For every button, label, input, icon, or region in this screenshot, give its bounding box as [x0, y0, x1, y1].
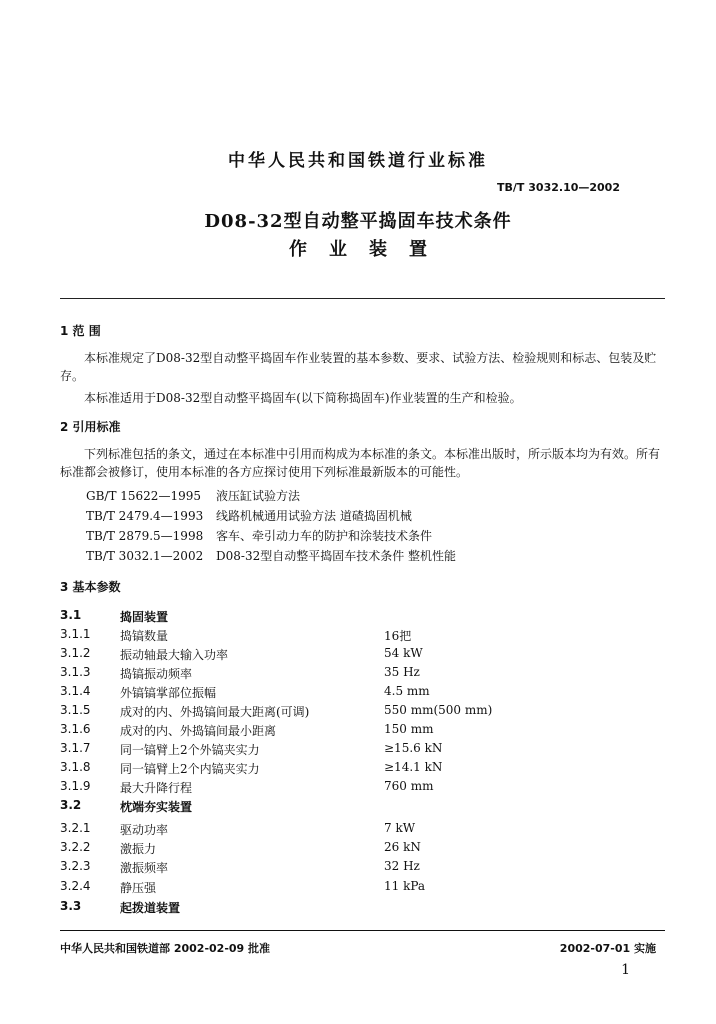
- param-value: 150 mm: [384, 722, 434, 736]
- param-label: 同一镐臂上2个外镐夹实力: [120, 743, 260, 757]
- param-row: [60, 684, 665, 702]
- reference-title: D08-32型自动整平捣固车技术条件 整机性能: [216, 549, 457, 563]
- param-value: ≥15.6 kN: [384, 741, 443, 755]
- param-label: 驱动功率: [120, 823, 169, 837]
- param-label: 激振频率: [120, 861, 169, 875]
- param-row: [60, 899, 665, 917]
- param-number: 3.1.5: [60, 703, 91, 717]
- param-value: 4.5 mm: [384, 684, 430, 698]
- param-number: 3.1.8: [60, 760, 91, 774]
- param-number: 3.1.9: [60, 779, 91, 793]
- param-number: 3.1: [60, 608, 82, 622]
- section-1-paragraph-1: 本标准规定了D08-32型自动整平捣固车作业装置的基本参数、要求、试验方法、检验规则和标志、包装及贮存。: [60, 351, 657, 383]
- param-row: [60, 798, 665, 816]
- param-row: [60, 840, 665, 858]
- param-value: 7 kW: [384, 821, 416, 835]
- param-value: 16把: [384, 629, 412, 643]
- param-number: 3.2.2: [60, 840, 91, 854]
- param-number: 3.1.2: [60, 646, 91, 660]
- footer-divider: [60, 930, 665, 931]
- param-row: [60, 627, 665, 645]
- param-value: 35 Hz: [384, 665, 420, 679]
- section-2-heading: 2 引用标准: [60, 420, 121, 434]
- param-row: [60, 722, 665, 740]
- reference-code: GB/T 15622—1995: [86, 489, 201, 503]
- param-label: 枕端夯实装置: [120, 800, 193, 814]
- param-value: 54 kW: [384, 646, 423, 660]
- param-row: [60, 779, 665, 797]
- section-3-heading: 3 基本参数: [60, 580, 121, 594]
- param-row: [60, 821, 665, 839]
- param-number: 3.2.1: [60, 821, 91, 835]
- param-value: 26 kN: [384, 840, 421, 854]
- reference-item: [86, 507, 412, 525]
- param-row: [60, 665, 665, 683]
- param-value: 760 mm: [384, 779, 434, 793]
- param-label: 激振力: [120, 842, 157, 856]
- param-number: 3.2: [60, 798, 82, 812]
- section-1-heading: 1 范 围: [60, 324, 101, 338]
- section-1-paragraph-2: 本标准适用于D08-32型自动整平捣固车(以下简称捣固车)作业装置的生产和检验。: [84, 391, 522, 405]
- param-label: 成对的内、外捣镐间最小距离: [120, 724, 277, 738]
- param-number: 3.1.7: [60, 741, 91, 755]
- reference-title: 客车、牵引动力车的防护和涂装技术条件: [216, 529, 433, 543]
- document-title: D08-32型自动整平捣固车技术条件: [204, 211, 512, 232]
- param-label: 成对的内、外捣镐间最大距离(可调): [120, 705, 310, 719]
- issuing-authority: 中华人民共和国铁道行业标准: [228, 151, 488, 171]
- param-row: [60, 859, 665, 877]
- reference-code: TB/T 2879.5—1998: [86, 529, 204, 543]
- param-value: ≥14.1 kN: [384, 760, 443, 774]
- standard-code: TB/T 3032.10—2002: [497, 181, 620, 194]
- param-label: 最大升降行程: [120, 781, 193, 795]
- param-label: 捣固装置: [120, 610, 169, 624]
- param-row: [60, 646, 665, 664]
- reference-item: [86, 487, 300, 505]
- param-number: 3.2.3: [60, 859, 91, 873]
- param-value: 11 kPa: [384, 879, 426, 893]
- reference-item: [86, 547, 456, 565]
- param-label: 同一镐臂上2个内镐夹实力: [120, 762, 260, 776]
- param-number: 3.1.6: [60, 722, 91, 736]
- param-number: 3.1.4: [60, 684, 91, 698]
- param-row: [60, 703, 665, 721]
- param-value: 550 mm(500 mm): [384, 703, 493, 717]
- param-label: 振动轴最大输入功率: [120, 648, 229, 662]
- param-label: 捣镐数量: [120, 629, 169, 643]
- param-number: 3.2.4: [60, 879, 91, 893]
- reference-code: TB/T 2479.4—1993: [86, 509, 204, 523]
- param-number: 3.1.1: [60, 627, 91, 641]
- param-number: 3.3: [60, 899, 82, 913]
- param-row: [60, 608, 665, 626]
- reference-title: 线路机械通用试验方法 道碴捣固机械: [216, 509, 412, 523]
- section-2-paragraph: 下列标准包括的条文，通过在本标准中引用而构成为本标准的条文。本标准出版时，所示版本均为有效。所有标准都会被修订，使用本标准的各方应探讨使用下列标准最新版本的可能性。: [60, 447, 661, 479]
- header-divider: [60, 298, 665, 299]
- reference-item: [86, 527, 432, 545]
- param-label: 静压强: [120, 881, 157, 895]
- param-row: [60, 741, 665, 759]
- page-number: 1: [621, 962, 630, 978]
- param-value: 32 Hz: [384, 859, 420, 873]
- param-row: [60, 879, 665, 897]
- param-label: 捣镐振动频率: [120, 667, 193, 681]
- param-label: 外镐镐掌部位振幅: [120, 686, 217, 700]
- param-number: 3.1.3: [60, 665, 91, 679]
- document-subtitle: 作业装置: [289, 239, 449, 260]
- param-row: [60, 760, 665, 778]
- param-label: 起拨道装置: [120, 901, 181, 915]
- implementation-date: 2002-07-01 实施: [559, 942, 656, 955]
- reference-title: 液压缸试验方法: [216, 489, 301, 503]
- approval-statement: 中华人民共和国铁道部 2002-02-09 批准: [60, 942, 271, 955]
- reference-code: TB/T 3032.1—2002: [86, 549, 204, 563]
